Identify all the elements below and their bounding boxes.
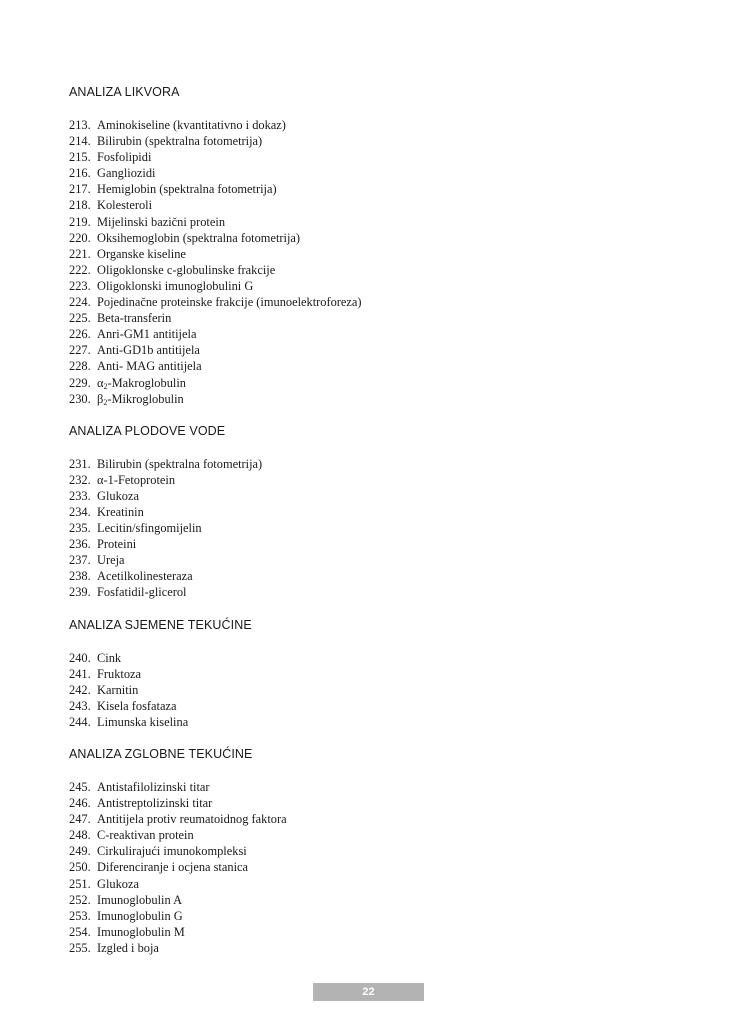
list-item [69,779,689,795]
item-number: 250. [69,860,91,875]
section-title: ANALIZA ZGLOBNE TEKUĆINE [69,747,253,761]
item-number: 240. [69,650,91,665]
item-text: Fosfolipidi [97,150,152,165]
item-number: 231. [69,456,91,471]
item-text: C-reaktivan protein [97,828,194,843]
list-item [69,924,689,940]
list-item [69,391,689,407]
list-item [69,811,689,827]
item-number: 238. [69,569,91,584]
item-number: 232. [69,472,91,487]
item-number: 224. [69,295,91,310]
item-text: Diferenciranje i ocjena stanica [97,860,249,875]
page-number-bar [313,983,424,1001]
list-item [69,859,689,875]
item-number: 239. [69,585,91,600]
section-title: ANALIZA SJEMENE TEKUĆINE [69,617,252,632]
item-number: 221. [69,246,91,261]
list-item [69,682,689,698]
item-text: -Makroglobulin [107,375,186,390]
document-page [69,84,689,956]
list-item [69,827,689,843]
item-number: 255. [69,940,91,955]
list-item [69,149,689,165]
section-sjemena-tekucina [69,617,689,730]
item-text: Kolesteroli [97,198,153,213]
list-item [69,795,689,811]
list-item [69,262,689,278]
item-text: α-1-Fetoprotein [97,472,176,487]
list-item [69,165,689,181]
item-text: Proteini [97,537,137,552]
item-text: -Mikroglobulin [107,391,184,406]
list-item [69,133,689,149]
item-number: 233. [69,488,91,503]
item-number: 220. [69,230,91,245]
list-item [69,552,689,568]
item-number: 249. [69,844,91,859]
list-item [69,650,689,666]
item-number: 223. [69,278,91,293]
item-number: 252. [69,892,91,907]
list-item [69,536,689,552]
item-number: 234. [69,504,91,519]
list-item [69,456,689,472]
item-text: Karnitin [97,682,139,697]
list-item [69,214,689,230]
list-item [69,230,689,246]
list-item [69,197,689,213]
item-text: Glukoza [97,488,139,503]
subscript: 2 [103,381,108,391]
item-text: Oksihemoglobin (spektralna fotometrija) [97,230,301,245]
list-item [69,698,689,714]
list-item [69,342,689,358]
item-number: 242. [69,682,91,697]
item-text: Lecitin/sfingomijelin [97,521,202,536]
item-number: 235. [69,521,91,536]
item-text: Anti-GD1b antitijela [97,343,200,358]
list-item [69,358,689,374]
item-number: 230. [69,391,91,406]
subscript: 2 [103,397,108,407]
section-title: ANALIZA PLODOVE VODE [69,423,226,438]
item-text: Organske kiseline [97,246,186,261]
analysis-list [69,117,689,407]
item-number: 228. [69,359,91,374]
list-item [69,520,689,536]
item-number: 213. [69,118,91,132]
item-text: Imunoglobulin A [97,892,183,907]
item-text: Glukoza [97,876,139,891]
item-number: 251. [69,876,91,891]
list-item [69,375,689,391]
item-number: 215. [69,150,91,165]
item-text: Anri-GM1 antitijela [97,327,197,342]
item-text: Izgled i boja [97,940,159,955]
item-text: Ureja [97,553,125,568]
item-text: Anti- MAG antitijela [97,359,202,374]
item-text: Gangliozidi [97,166,156,181]
item-text: Cink [97,650,122,665]
list-item [69,843,689,859]
item-text: Bilirubin (spektralna fotometrija) [97,134,263,149]
item-number: 254. [69,924,91,939]
item-number: 225. [69,311,91,326]
list-item [69,246,689,262]
item-number: 214. [69,134,91,149]
list-item [69,504,689,520]
analysis-list [69,650,689,730]
list-item [69,181,689,197]
list-item [69,488,689,504]
item-number: 237. [69,553,91,568]
analysis-list [69,456,689,601]
analysis-list [69,779,689,956]
list-item [69,294,689,310]
item-text: Hemiglobin (spektralna fotometrija) [97,182,277,197]
list-item [69,876,689,892]
list-item [69,714,689,730]
list-item [69,117,689,133]
item-text: Aminokiseline (kvantitativno i dokaz) [97,118,286,132]
list-item [69,584,689,600]
item-text: Bilirubin (spektralna fotometrija) [97,456,263,471]
section-title: ANALIZA LIKVORA [69,85,180,99]
greek-letter: α [97,375,104,390]
item-text: Beta-transferin [97,311,172,326]
item-text: Limunska kiselina [97,714,189,729]
item-number: 219. [69,214,91,229]
item-text: Oligoklonske c-globulinske frakcije [97,262,276,277]
item-text: Kisela fosfataza [97,698,177,713]
list-item [69,278,689,294]
item-text: Antistafilolizinski titar [97,780,210,794]
item-number: 217. [69,182,91,197]
page-number: 22 [362,986,375,998]
item-number: 248. [69,828,91,843]
item-text: Imunoglobulin M [97,924,185,939]
list-item [69,310,689,326]
item-text: Fruktoza [97,666,142,681]
item-text: Oligoklonski imunoglobulini G [97,278,254,293]
item-number: 245. [69,780,91,794]
item-number: 218. [69,198,91,213]
item-text: Antistreptolizinski titar [97,796,213,811]
list-item [69,472,689,488]
item-text: Imunoglobulin G [97,908,183,923]
item-number: 227. [69,343,91,358]
item-number: 216. [69,166,91,181]
item-text: Cirkulirajući imunokompleksi [97,844,247,859]
item-number: 244. [69,714,91,729]
item-number: 222. [69,262,91,277]
item-number: 226. [69,327,91,342]
list-item [69,326,689,342]
item-number: 241. [69,666,91,681]
list-item [69,666,689,682]
item-number: 229. [69,375,91,390]
list-item [69,892,689,908]
item-number: 253. [69,908,91,923]
item-text: Fosfatidil-glicerol [97,585,187,600]
item-number: 246. [69,796,91,811]
item-number: 247. [69,812,91,827]
section-plodova-voda [69,423,689,601]
list-item [69,568,689,584]
item-text: Pojedinačne proteinske frakcije (imunoelektroforeza) [97,295,362,310]
item-text: Acetilkolinesteraza [97,569,193,584]
item-number: 236. [69,537,91,552]
list-item [69,940,689,956]
item-number: 243. [69,698,91,713]
item-text: Antitijela protiv reumatoidnog faktora [97,812,287,827]
list-item [69,908,689,924]
section-zglobna-tekucina [69,746,689,956]
item-text: Kreatinin [97,504,144,519]
item-text: Mijelinski bazični protein [97,214,226,229]
section-likvor [69,84,689,407]
greek-letter: β [97,391,104,406]
